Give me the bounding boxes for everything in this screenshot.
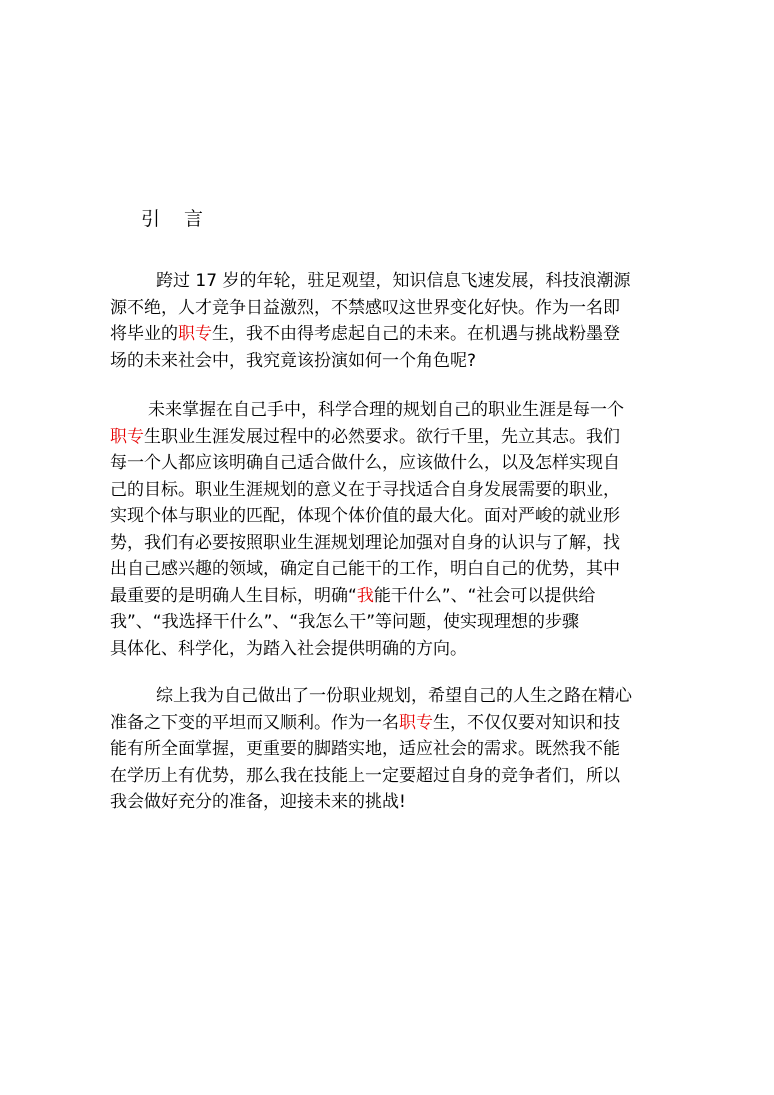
paragraph-line: 未来掌握在自己手中，科学合理的规划自己的职业生涯是每一个 xyxy=(148,400,624,420)
heading-char-1: 引 xyxy=(141,208,161,230)
heading-char-2: 言 xyxy=(184,208,204,230)
highlighted-term: 职专 xyxy=(178,324,212,344)
highlighted-term: 职专 xyxy=(110,426,144,447)
highlighted-term: 我 xyxy=(356,585,374,606)
paragraph-line: 综上我为自己做出了一份职业规划，希望自己的人生之路在精心 xyxy=(156,686,632,706)
paragraph-2 xyxy=(110,397,666,662)
paragraph-line: 出自己感兴趣的领域，确定自己能干的工作，明白自己的优势，其中 xyxy=(110,559,620,579)
paragraph-line: 在学历上有优势，那么我在技能上一定要超过自身的竞争者们，所以 xyxy=(110,765,620,786)
paragraph-1 xyxy=(110,268,666,374)
paragraph-line: 源不绝，人才竞争日益激烈，不禁感叹这世界变化好快。作为一名即 xyxy=(110,297,620,318)
paragraph-line: 实现个体与职业的匹配，体现个体价值的最大化。面对严峻的就业形 xyxy=(110,506,620,526)
paragraph-line: 我”、“我选择干什么”、“我怎么干”等问题，使实现理想的步骤 xyxy=(110,612,580,632)
paragraph-line: 准备之下变的平坦而又顺利。作为一名职专生，不仅仅要对知识和技 xyxy=(110,712,620,733)
paragraph-line: 场的未来社会中，我究竟该扮演如何一个角色呢? xyxy=(110,350,477,371)
paragraph-line: 将毕业的职专生，我不由得考虑起自己的未来。在机遇与挑战粉墨登 xyxy=(110,324,620,344)
paragraph-line: 能有所全面掌握，更重要的脚踏实地，适应社会的需求。既然我不能 xyxy=(110,739,620,759)
paragraph-line: 具体化、科学化，为踏入社会提供明确的方向。 xyxy=(110,638,467,659)
paragraph-line: 我会做好充分的准备，迎接未来的挑战! xyxy=(110,792,406,812)
paragraph-line: 跨过 17 岁的年轮，驻足观望，知识信息飞速发展，科技浪潮源 xyxy=(156,271,631,291)
section-heading xyxy=(141,205,203,233)
paragraph-line: 己的目标。职业生涯规划的意义在于寻找适合自身发展需要的职业， xyxy=(110,479,620,500)
paragraph-3 xyxy=(110,683,666,816)
paragraph-line: 职专生职业生涯发展过程中的必然要求。欲行千里，先立其志。我们 xyxy=(110,426,620,447)
paragraph-line: 最重要的是明确人生目标，明确“我能干什么”、“社会可以提供给 xyxy=(110,585,596,606)
paragraph-line: 每一个人都应该明确自己适合做什么，应该做什么，以及怎样实现自 xyxy=(110,453,620,473)
paragraph-line: 势，我们有必要按照职业生涯规划理论加强对自身的认识与了解，找 xyxy=(110,532,620,553)
highlighted-term: 职专 xyxy=(399,712,433,733)
